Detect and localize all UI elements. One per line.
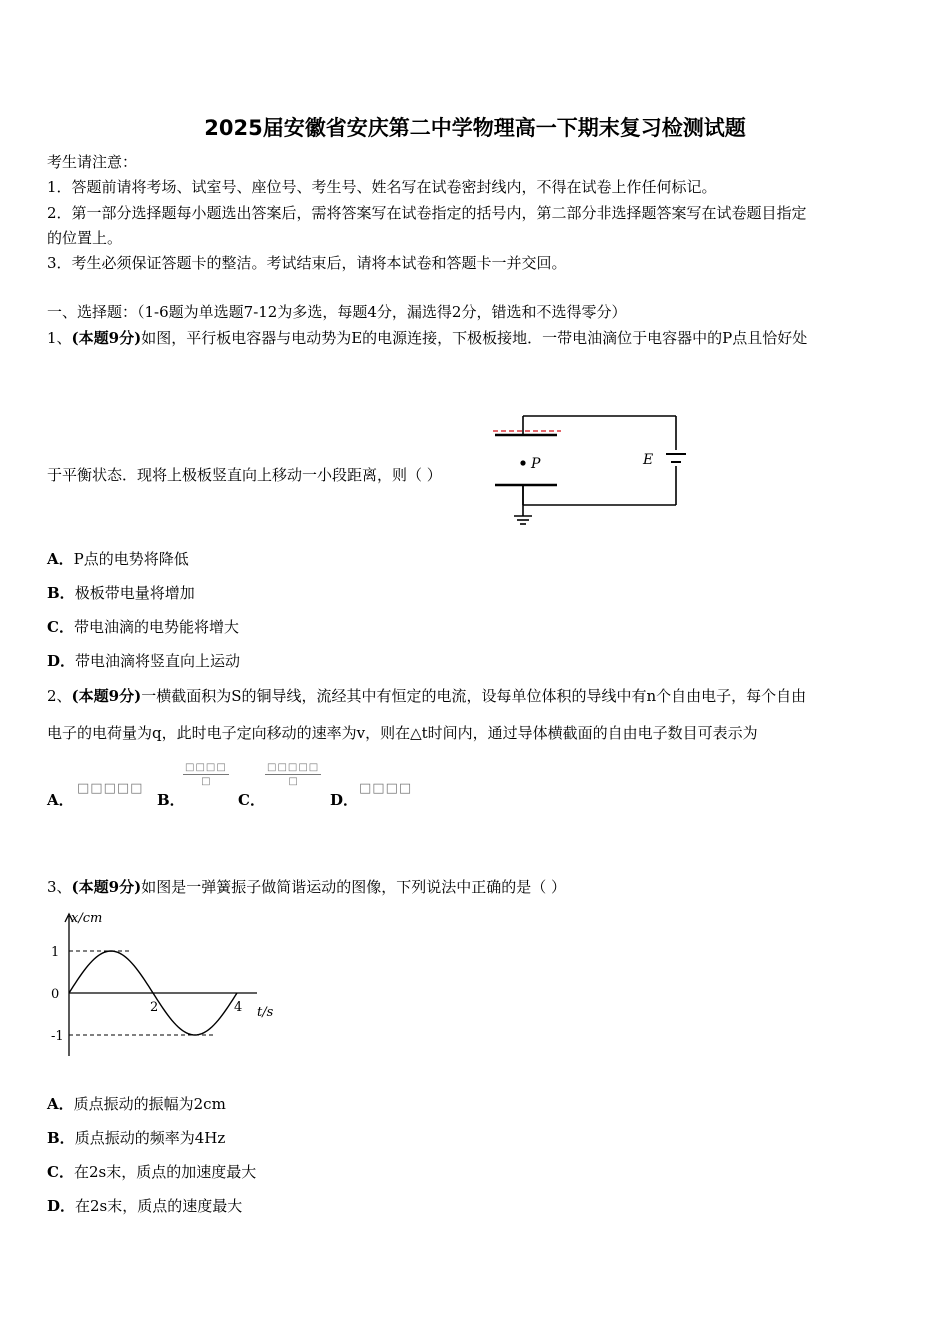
option-letter: C． [47, 1163, 74, 1181]
option-d[interactable] [47, 1195, 242, 1216]
option-d-formula[interactable]: □□□□ [359, 781, 413, 796]
fraction-denominator: □ [201, 776, 211, 787]
question-number: 3、 [47, 878, 72, 896]
y-tick-label: -1 [51, 1029, 64, 1044]
option-letter: D． [47, 1197, 76, 1215]
notice-item: 2．第一部分选择题每小题选出答案后，需将答案写在试卷指定的括号内，第二部分非选择题答案写在试卷题目指定 [47, 204, 807, 222]
y-tick-label: 1 [51, 945, 60, 960]
option-b[interactable] [47, 1127, 225, 1148]
option-b-letter: B． [157, 791, 185, 809]
question-1-stem [47, 327, 807, 348]
point-p-label: P [531, 456, 541, 472]
option-text: 带电油滴将竖直向上运动 [75, 652, 241, 670]
x-axis-label: t/s [257, 1005, 274, 1020]
notice-item: 的位置上。 [47, 229, 123, 247]
capacitor-circuit-figure [485, 408, 695, 530]
question-1-stem-cont: 于平衡状态．现将上极板竖直向上移动一小段距离，则（ ） [47, 466, 442, 484]
option-text: 带电油滴的电势能将增大 [73, 618, 239, 636]
fraction-numerator: □□□□ [185, 762, 227, 773]
notice-item: 3．考生必须保证答题卡的整洁。考试结束后，请将本试卷和答题卡一并交回。 [47, 254, 567, 272]
option-letter: D． [47, 652, 76, 670]
x-tick-label: 2 [150, 1000, 159, 1015]
option-c[interactable] [47, 616, 239, 637]
option-a[interactable] [47, 1093, 226, 1114]
question-score: (本题9分) [71, 687, 142, 705]
notice-item: 1．答题前请将考场、试室号、座位号、考生号、姓名写在试卷密封线内，不得在试卷上作任何标记。 [47, 178, 717, 196]
option-b[interactable] [47, 582, 195, 603]
shm-graph [45, 906, 285, 1066]
option-text: 质点振动的频率为4Hz [74, 1129, 226, 1147]
option-letter: B． [47, 1129, 75, 1147]
option-letter: A． [47, 1095, 74, 1113]
y-tick-label: 0 [51, 987, 60, 1002]
option-c-fraction[interactable] [265, 762, 321, 787]
question-text: 如图，平行板电容器与电动势为E的电源连接，下极板接地．一带电油滴位于电容器中的P点且恰好处 [141, 329, 808, 347]
question-number: 1、 [47, 329, 72, 347]
option-d-letter: D． [330, 791, 359, 809]
question-score: (本题9分) [71, 878, 142, 896]
notice-heading: 考生请注意： [47, 153, 138, 171]
question-2-stem-cont: 电子的电荷量为q，此时电子定向移动的速率为v，则在△t时间内，通过导体横截面的自由电子数目可表示为 [47, 724, 758, 742]
option-text: 质点振动的振幅为2cm [73, 1095, 226, 1113]
emf-label: E [643, 452, 654, 468]
option-a-formula[interactable]: □□□□□ [77, 781, 144, 796]
fraction-denominator: □ [288, 776, 298, 787]
option-a-letter: A． [47, 791, 74, 809]
question-number: 2、 [47, 687, 72, 705]
option-text: 在2s末，质点的加速度最大 [73, 1163, 257, 1181]
question-text: 一横截面积为S的铜导线，流经其中有恒定的电流，设每单位体积的导线中有n个自由电子，每个自由 [141, 687, 807, 705]
option-letter: B． [47, 584, 75, 602]
option-a[interactable] [47, 548, 189, 569]
option-letter: A． [47, 550, 74, 568]
section-heading: 一、选择题：（1-6题为单选题7-12为多选，每题4分，漏选得2分，错选和不选得零分） [47, 303, 627, 321]
fraction-numerator: □□□□□ [267, 762, 320, 773]
x-tick-label: 4 [234, 1000, 243, 1015]
option-c[interactable] [47, 1161, 256, 1182]
y-axis-label: x/cm [71, 911, 103, 926]
option-c-letter: C． [238, 791, 265, 809]
question-2-stem [47, 685, 806, 706]
page-title: 2025届安徽省安庆第二中学物理高一下期末复习检测试题 [204, 116, 746, 140]
option-text: 在2s末，质点的速度最大 [75, 1197, 243, 1215]
option-text: P点的电势将降低 [73, 550, 189, 568]
option-d[interactable] [47, 650, 240, 671]
question-score: (本题9分) [71, 329, 142, 347]
question-text: 如图是一弹簧振子做简谐运动的图像，下列说法中正确的是（ ） [141, 878, 566, 896]
question-3-stem [47, 876, 566, 897]
option-text: 极板带电量将增加 [74, 584, 195, 602]
option-b-fraction[interactable] [183, 762, 229, 787]
option-letter: C． [47, 618, 74, 636]
